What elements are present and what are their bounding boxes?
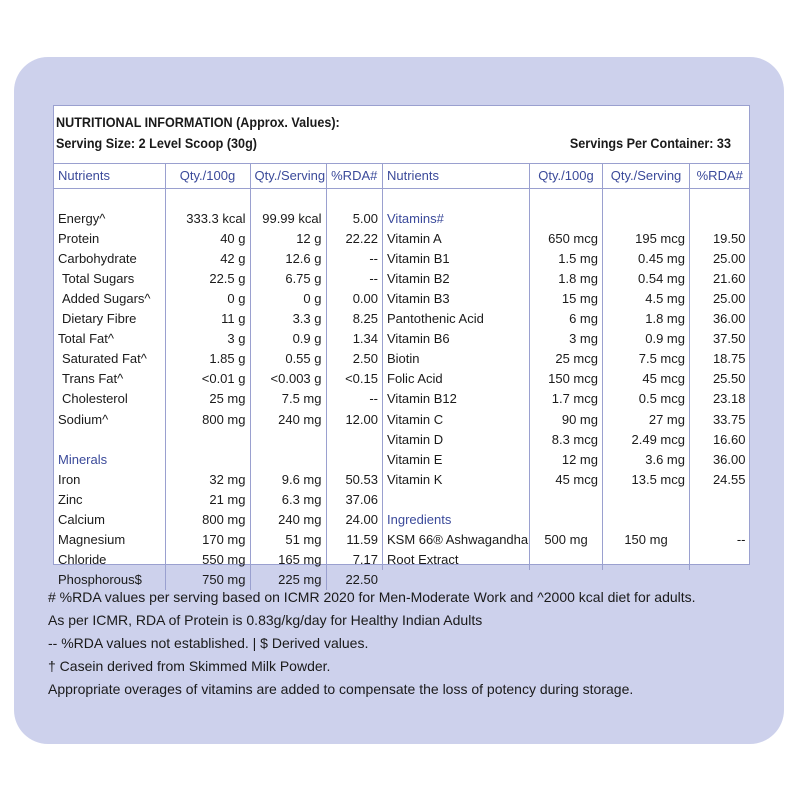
col-header-serving: Qty./Serving <box>250 164 326 189</box>
ingredients-section-label: Ingredients <box>383 510 530 530</box>
qty-per-100g: 42 g <box>165 249 250 269</box>
col-header-rda: %RDA# <box>690 164 750 189</box>
qty-per-serving: <0.003 g <box>250 369 326 389</box>
table-row <box>383 369 750 389</box>
empty-cell <box>690 550 750 570</box>
nutrient-name: Total Sugars <box>62 270 135 286</box>
qty-per-100g: 1.7 mcg <box>530 389 603 409</box>
nutrient-name: Vitamin K <box>383 470 530 490</box>
qty-per-serving: 0.9 mg <box>603 329 690 349</box>
footnote-rda: # %RDA values per serving based on ICMR 2020 for Men-Moderate Work and ^2000 kcal diet for adults. <box>48 589 696 605</box>
empty-cell <box>690 510 750 530</box>
nutrient-name: Total Fat^ <box>58 331 114 347</box>
qty-per-serving: 240 mg <box>250 410 326 430</box>
qty-per-100g: 21 mg <box>165 490 250 510</box>
nutrients-table-right <box>382 163 750 570</box>
rda-percent: 11.59 <box>326 530 382 550</box>
rda-percent: 19.50 <box>690 229 750 249</box>
nutrient-name: Vitamin B2 <box>383 269 530 289</box>
nutrient-name: Vitamin C <box>383 410 530 430</box>
empty-cell <box>165 189 250 209</box>
footnotes <box>48 586 696 701</box>
nutrient-name: Protein <box>58 230 100 246</box>
table-row <box>54 389 382 409</box>
qty-per-serving: 45 mcg <box>603 369 690 389</box>
table-row <box>383 470 750 490</box>
empty-cell <box>54 189 165 209</box>
qty-per-serving: 1.8 mg <box>603 309 690 329</box>
empty-cell <box>690 189 750 209</box>
nutrient-name: Vitamin E <box>383 450 530 470</box>
empty-cell <box>530 490 603 510</box>
rda-percent: 1.34 <box>326 329 382 349</box>
table-row <box>383 329 750 349</box>
qty-per-serving: 99.99 kcal <box>250 209 326 229</box>
minerals-section-label: Minerals <box>58 451 108 467</box>
table-row <box>383 410 750 430</box>
footnote-protein: As per ICMR, RDA of Protein is 0.83g/kg/day for Healthy Indian Adults <box>48 612 483 628</box>
col-header-rda: %RDA# <box>326 164 382 189</box>
rda-percent: 0.00 <box>326 289 382 309</box>
table-row <box>383 249 750 269</box>
qty-per-serving: 0.9 g <box>250 329 326 349</box>
qty-per-100g: 800 mg <box>165 510 250 530</box>
rda-percent: 24.00 <box>326 510 382 530</box>
rda-percent: 7.17 <box>326 550 382 570</box>
nutrient-name: Trans Fat^ <box>62 371 124 387</box>
qty-per-100g: 25 mg <box>165 389 250 409</box>
qty-per-serving: 27 mg <box>603 410 690 430</box>
qty-per-serving: 12.6 g <box>250 249 326 269</box>
rda-percent: 36.00 <box>690 309 750 329</box>
nutrition-label <box>53 105 750 588</box>
table-row <box>54 309 382 329</box>
ingredient-name: KSM 66® Ashwagandha <box>383 530 530 550</box>
rda-percent: <0.15 <box>326 369 382 389</box>
empty-cell <box>530 189 603 209</box>
rda-percent: 24.55 <box>690 470 750 490</box>
qty-per-serving: 165 mg <box>250 550 326 570</box>
qty-per-serving: 4.5 mg <box>603 289 690 309</box>
nutrient-name: Folic Acid <box>383 369 530 389</box>
qty-per-serving: 195 mcg <box>603 229 690 249</box>
qty-per-serving: 240 mg <box>250 510 326 530</box>
empty-cell <box>530 550 603 570</box>
col-header-per100: Qty./100g <box>530 164 603 189</box>
table-row <box>383 269 750 289</box>
empty-cell <box>54 430 165 450</box>
qty-per-100g: 45 mcg <box>530 470 603 490</box>
table-row <box>54 490 382 510</box>
empty-cell <box>250 189 326 209</box>
table-row <box>54 209 382 229</box>
table-row <box>54 550 382 570</box>
qty-per-100g: 333.3 kcal <box>165 209 250 229</box>
rda-percent: 12.00 <box>326 410 382 430</box>
table-row <box>54 349 382 369</box>
empty-cell <box>326 430 382 450</box>
qty-per-serving: 2.49 mcg <box>603 430 690 450</box>
table-header-row <box>54 164 382 189</box>
qty-per-100g: 1.85 g <box>165 349 250 369</box>
rda-percent: 50.53 <box>326 470 382 490</box>
qty-per-serving: 9.6 mg <box>250 470 326 490</box>
nutrient-name: Vitamin B6 <box>383 329 530 349</box>
nutrient-name: Energy^ <box>58 210 106 226</box>
table-row <box>383 289 750 309</box>
table-row <box>54 229 382 249</box>
spacer-row <box>54 430 382 450</box>
table-row <box>54 470 382 490</box>
rda-percent: 22.50 <box>326 570 382 590</box>
empty-cell <box>603 550 690 570</box>
spacer-row <box>383 189 750 209</box>
nutrient-name: Dietary Fibre <box>62 311 137 327</box>
table-row <box>54 369 382 389</box>
table-header-row <box>383 164 750 189</box>
qty-per-100g: 40 g <box>165 229 250 249</box>
empty-cell <box>530 209 603 229</box>
table-row <box>54 249 382 269</box>
qty-per-100g: 800 mg <box>165 410 250 430</box>
nutrient-name: Vitamin B3 <box>383 289 530 309</box>
rda-percent: 21.60 <box>690 269 750 289</box>
empty-cell <box>603 490 690 510</box>
table-row <box>383 389 750 409</box>
qty-per-serving: 7.5 mg <box>250 389 326 409</box>
nutrient-name: Cholesterol <box>62 391 128 407</box>
qty-per-100g: 11 g <box>165 309 250 329</box>
rda-percent: -- <box>326 389 382 409</box>
rda-percent: 23.18 <box>690 389 750 409</box>
rda-percent: 33.75 <box>690 410 750 430</box>
empty-cell <box>165 450 250 470</box>
rda-percent: -- <box>326 249 382 269</box>
vitamins-section-label: Vitamins# <box>383 209 530 229</box>
col-header-per100: Qty./100g <box>165 164 250 189</box>
rda-percent: 37.06 <box>326 490 382 510</box>
rda-percent: -- <box>690 530 750 550</box>
empty-cell <box>690 209 750 229</box>
qty-per-100g: 750 mg <box>165 570 250 590</box>
rda-percent: 8.25 <box>326 309 382 329</box>
ingredient-name-continued: Root Extract <box>383 550 530 570</box>
qty-per-serving: 13.5 mcg <box>603 470 690 490</box>
footnote-overages: Appropriate overages of vitamins are added to compensate the loss of potency during storage. <box>48 681 634 697</box>
nutrient-name: Biotin <box>383 349 530 369</box>
qty-per-serving: 0 g <box>250 289 326 309</box>
qty-per-100g: 650 mcg <box>530 229 603 249</box>
qty-per-100g: 500 mg <box>530 530 603 550</box>
qty-per-serving: 12 g <box>250 229 326 249</box>
nutrient-name: Sodium^ <box>58 411 109 427</box>
rda-percent: 25.00 <box>690 249 750 269</box>
qty-per-serving: 0.54 mg <box>603 269 690 289</box>
footnote-not-established: -- %RDA values not established. | $ Derived values. <box>48 635 369 651</box>
rda-percent: 5.00 <box>326 209 382 229</box>
qty-per-100g: 1.8 mg <box>530 269 603 289</box>
ingredients-section <box>383 510 750 530</box>
empty-cell <box>530 510 603 530</box>
qty-per-100g: <0.01 g <box>165 369 250 389</box>
qty-per-serving: 0.5 mcg <box>603 389 690 409</box>
label-title: NUTRITIONAL INFORMATION (Approx. Values): <box>56 114 340 130</box>
rda-percent: 22.22 <box>326 229 382 249</box>
nutrient-name: Magnesium <box>58 532 126 548</box>
qty-per-serving: 150 mg <box>603 530 690 550</box>
table-row <box>54 289 382 309</box>
qty-per-100g: 550 mg <box>165 550 250 570</box>
qty-per-100g: 22.5 g <box>165 269 250 289</box>
table-row <box>383 229 750 249</box>
empty-cell <box>690 490 750 510</box>
nutrient-name: Calcium <box>58 512 105 528</box>
nutrient-name: Saturated Fat^ <box>62 351 147 367</box>
table-row <box>54 410 382 430</box>
table-row <box>383 550 750 570</box>
col-header-nutrients: Nutrients <box>383 164 530 189</box>
qty-per-100g: 6 mg <box>530 309 603 329</box>
empty-cell <box>383 189 530 209</box>
rda-percent: 2.50 <box>326 349 382 369</box>
table-row <box>54 530 382 550</box>
qty-per-serving: 6.3 mg <box>250 490 326 510</box>
qty-per-100g: 1.5 mg <box>530 249 603 269</box>
servings-per-container: Servings Per Container: 33 <box>569 135 731 151</box>
empty-cell <box>250 450 326 470</box>
qty-per-serving: 0.45 mg <box>603 249 690 269</box>
table-row <box>54 510 382 530</box>
col-header-serving: Qty./Serving <box>603 164 690 189</box>
qty-per-100g: 0 g <box>165 289 250 309</box>
qty-per-100g: 32 mg <box>165 470 250 490</box>
empty-cell <box>326 450 382 470</box>
serving-size: Serving Size: 2 Level Scoop (30g) <box>56 135 257 151</box>
table-row <box>54 269 382 289</box>
qty-per-100g: 90 mg <box>530 410 603 430</box>
rda-percent: 16.60 <box>690 430 750 450</box>
empty-cell <box>326 189 382 209</box>
table-row <box>383 430 750 450</box>
nutrient-name: Vitamin D <box>383 430 530 450</box>
footnote-casein: † Casein derived from Skimmed Milk Powder. <box>48 658 331 674</box>
rda-percent: 25.00 <box>690 289 750 309</box>
qty-per-100g: 12 mg <box>530 450 603 470</box>
empty-cell <box>383 490 530 510</box>
empty-cell <box>603 209 690 229</box>
rda-percent: 25.50 <box>690 369 750 389</box>
qty-per-100g: 15 mg <box>530 289 603 309</box>
empty-cell <box>603 510 690 530</box>
nutrient-name: Chloride <box>58 552 107 568</box>
qty-per-100g: 8.3 mcg <box>530 430 603 450</box>
qty-per-100g: 150 mcg <box>530 369 603 389</box>
nutrient-name: Vitamin B1 <box>383 249 530 269</box>
table-row <box>383 530 750 550</box>
table-row <box>383 309 750 329</box>
minerals-section <box>54 450 382 470</box>
rda-percent: -- <box>326 269 382 289</box>
qty-per-serving: 0.55 g <box>250 349 326 369</box>
table-row <box>383 349 750 369</box>
qty-per-100g: 25 mcg <box>530 349 603 369</box>
nutrient-name: Zinc <box>58 491 83 507</box>
nutrient-name: Vitamin A <box>383 229 530 249</box>
nutrient-name: Vitamin B12 <box>383 389 530 409</box>
nutrient-name: Carbohydrate <box>58 250 137 266</box>
qty-per-serving: 3.3 g <box>250 309 326 329</box>
qty-per-100g: 3 mg <box>530 329 603 349</box>
rda-percent: 36.00 <box>690 450 750 470</box>
spacer-row <box>383 490 750 510</box>
nutrient-name: Iron <box>58 471 81 487</box>
qty-per-serving: 3.6 mg <box>603 450 690 470</box>
empty-cell <box>250 430 326 450</box>
vitamins-section <box>383 209 750 229</box>
rda-percent: 37.50 <box>690 329 750 349</box>
table-row <box>54 329 382 349</box>
nutrient-name: Pantothenic Acid <box>383 309 530 329</box>
table-row <box>383 450 750 470</box>
nutrient-name: Added Sugars^ <box>62 291 151 307</box>
qty-per-100g: 3 g <box>165 329 250 349</box>
qty-per-serving: 51 mg <box>250 530 326 550</box>
nutrients-table-left <box>54 163 382 590</box>
qty-per-100g: 170 mg <box>165 530 250 550</box>
empty-cell <box>603 189 690 209</box>
qty-per-serving: 7.5 mcg <box>603 349 690 369</box>
spacer-row <box>54 189 382 209</box>
qty-per-serving: 6.75 g <box>250 269 326 289</box>
rda-percent: 18.75 <box>690 349 750 369</box>
nutrient-name: Phosphorous$ <box>58 572 142 588</box>
empty-cell <box>165 430 250 450</box>
col-header-nutrients: Nutrients <box>54 164 165 189</box>
qty-per-serving: 225 mg <box>250 570 326 590</box>
